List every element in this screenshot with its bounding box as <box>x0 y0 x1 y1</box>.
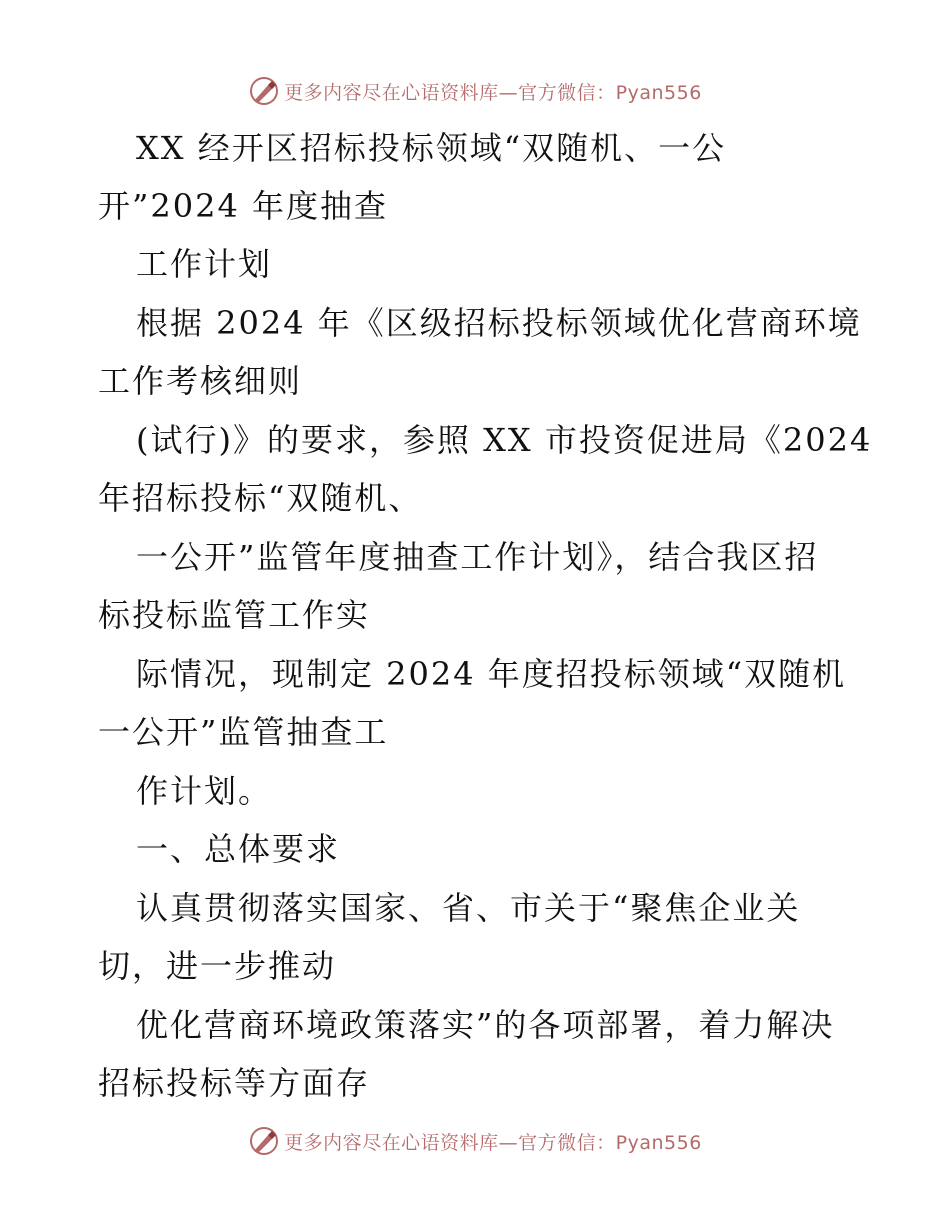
paragraph-line: 工作考核细则 <box>98 362 303 400</box>
paragraph-line: 际情况，现制定 2024 年度招投标领域“双随机 <box>136 655 847 693</box>
paragraph-line: 认真贯彻落实国家、省、市关于“聚焦企业关 <box>136 889 801 927</box>
header-watermark-text: 更多内容尽在心语资料库—官方微信：Pyan556 <box>284 81 702 104</box>
paragraph-line: 标投标监管工作实 <box>98 596 371 634</box>
footer-watermark-text: 更多内容尽在心语资料库—官方微信：Pyan556 <box>284 1131 702 1154</box>
subtitle-line: 工作计划 <box>136 245 273 283</box>
paragraph-line: 优化营商环境政策落实”的各项部署，着力解决 <box>136 1006 835 1044</box>
section-heading: 一、总体要求 <box>136 830 341 868</box>
paragraph-line: 一公开”监管年度抽查工作计划》，结合我区招 <box>136 538 819 576</box>
paragraph-line: (试行)》的要求，参照 XX 市投资促进局《2024 <box>136 421 873 459</box>
paragraph-line: 根据 2024 年《区级招标投标领域优化营商环境 <box>136 304 862 342</box>
title-line-2: 开”2024 年度抽查 <box>98 187 388 225</box>
paragraph-line: 年招标投标“双随机、 <box>98 479 423 517</box>
paragraph-line: 一公开”监管抽查工 <box>98 713 389 751</box>
paragraph-line: 切，进一步推动 <box>98 947 337 985</box>
footer-watermark-banner <box>0 1121 950 1161</box>
paragraph-line: 招标投标等方面存 <box>98 1064 371 1102</box>
pen-logo-icon <box>248 1125 280 1157</box>
paragraph-line: 作计划。 <box>136 772 273 810</box>
title-line-1: XX 经开区招标投标领域“双随机、一公 <box>136 129 727 167</box>
